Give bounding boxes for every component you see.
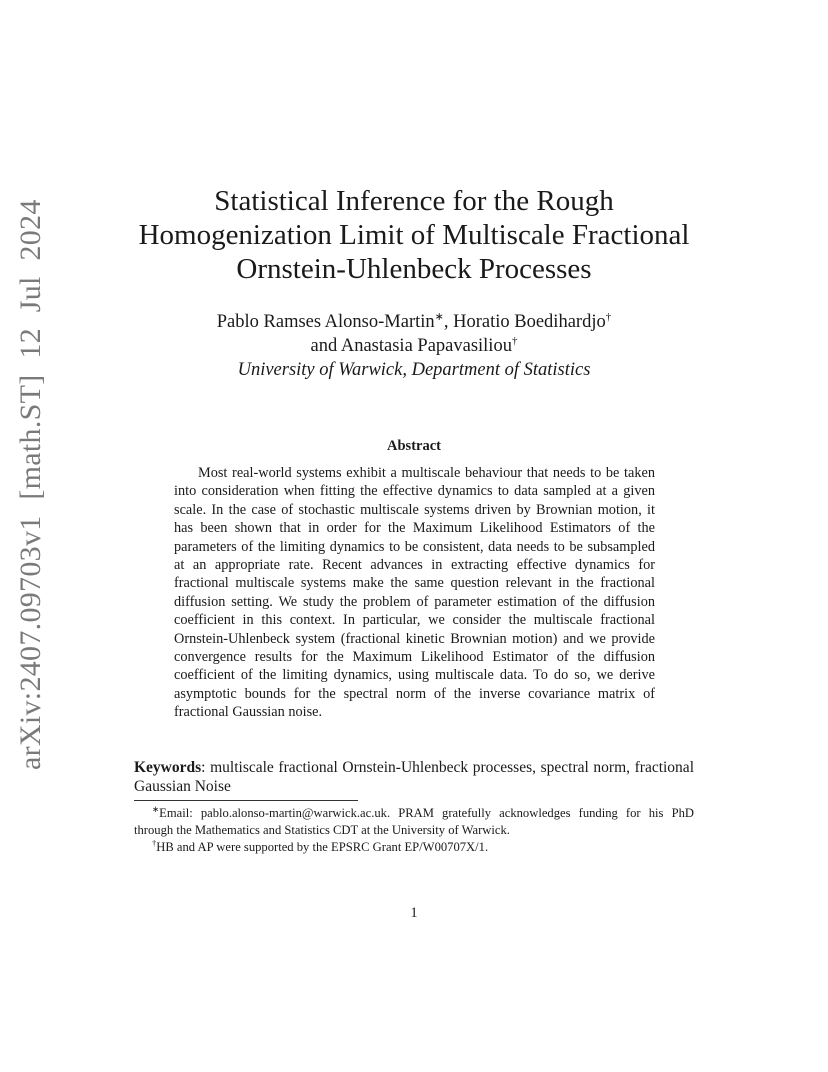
keywords-label: Keywords [134,759,202,776]
footnotes [134,805,694,856]
footnote-divider [134,800,358,801]
author-name: Horatio Boedihardjo [453,312,606,332]
arxiv-identifier-stamp: arXiv:2407.09703v1 [math.ST] 12 Jul 2024 [14,199,47,770]
footnote-text: Email: pablo.alonso-martin@warwick.ac.uk. PRAM gratefully acknowledges funding for his PhD through the Mathematics and Statistics CDT at the University of Warwick. [134,806,694,837]
footnote-text: HB and AP were supported by the EPSRC Grant EP/W00707X/1. [156,840,489,854]
footnote-marker: ∗ [152,803,160,814]
footnote [134,805,694,839]
author-line-1: Pablo Ramses Alonso-Martin∗, Horatio Boedihardjo† [216,310,612,332]
page-number: 1 [410,905,418,921]
footnote [134,839,694,856]
author-name: Pablo Ramses Alonso-Martin [216,312,435,332]
author-connector: and [310,336,338,356]
keywords [134,758,694,796]
author-line-2 [130,334,698,358]
footnote-marker: † [511,334,518,347]
footnote-marker: † [605,310,612,323]
footnote-marker: ∗ [434,310,444,323]
footnote-marker: † [152,837,157,848]
abstract-text: Most real-world systems exhibit a multiscale behaviour that needs to be taken into consideration when fitting the effective dynamics to data sampled at a given scale. In the case of stochastic multiscale systems driven by Brownian motion, it has been shown that in order for the Maximum Likelihood Estimators of the parameters of the limiting dynamics to be consistent, data needs to be subsampled at an appropriate rate. Recent advances in extracting effective dynamics for fractional multiscale systems make the same question relevant in the fractional diffusion setting. We study the problem of parameter estimation of the diffusion coefficient in this context. In particular, we consider the multiscale fractional Ornstein-Uhlenbeck system (fractional kinetic Brownian motion) and we provide convergence results for the Maximum Likelihood Estimator of the diffusion coefficient of the limiting dynamics, using multiscale data. To do so, we derive asymptotic bounds for the spectral norm of the inverse covariance matrix of fractional Gaussian noise. [174,465,655,721]
keywords-text: : multiscale fractional Ornstein-Uhlenbeck processes, spectral norm, fractional Gaussian Noise [134,759,694,795]
abstract-heading: Abstract [387,438,441,454]
author-name: Anastasia Papavasiliou [340,336,512,356]
author-block [130,310,698,382]
paper-title: Statistical Inference for the Rough Homogenization Limit of Multiscale Fractional Ornstein-Uhlenbeck Processes [138,185,690,285]
affiliation: University of Warwick, Department of Statistics [237,360,591,380]
